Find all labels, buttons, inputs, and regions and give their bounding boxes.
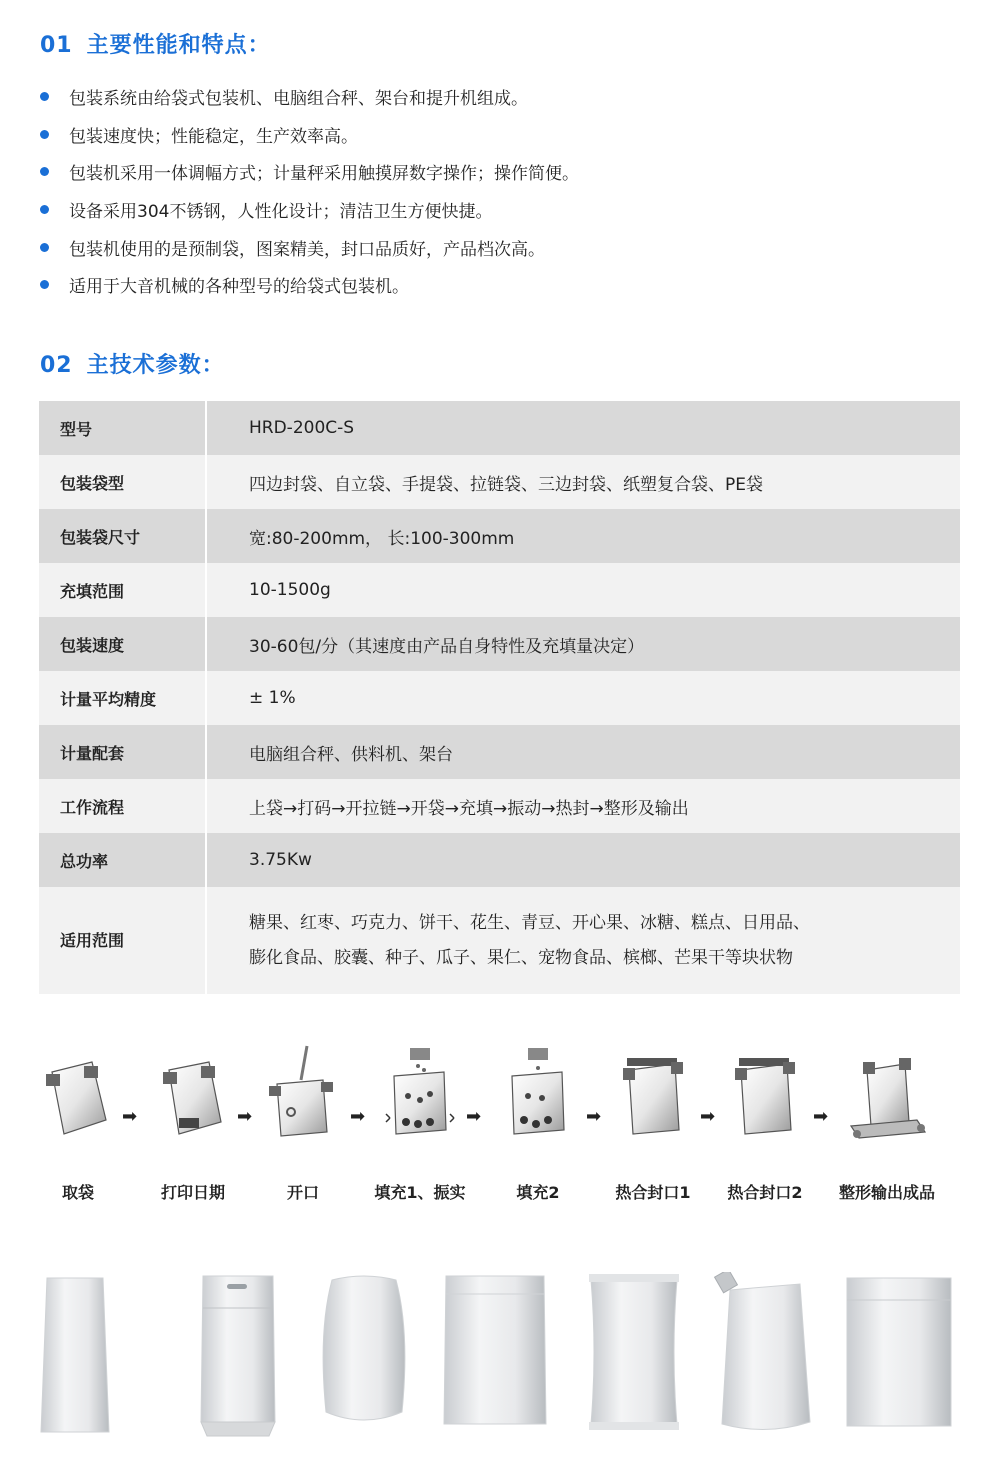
bullet-dot-icon	[40, 130, 49, 139]
process-step	[827, 1040, 947, 1203]
table-row	[39, 509, 960, 563]
spec-value: 电脑组合秤、供料机、架台	[206, 725, 960, 779]
list-item	[40, 228, 940, 266]
table-row	[39, 887, 960, 994]
bullet-dot-icon	[40, 167, 49, 176]
table-row	[39, 563, 960, 617]
process-flow	[0, 1040, 1000, 1215]
spec-key: 包装速度	[39, 617, 206, 671]
spec-key: 总功率	[39, 833, 206, 887]
print-date-icon	[153, 1040, 233, 1140]
section-title-features	[40, 28, 271, 59]
arrow-right-icon: ➡	[813, 1106, 829, 1127]
bag-samples	[0, 1272, 1000, 1442]
spec-key: 包装袋型	[39, 455, 206, 509]
table-row	[39, 671, 960, 725]
bullet-dot-icon	[40, 280, 49, 289]
pillow-bag-image	[585, 1272, 683, 1434]
table-row	[39, 617, 960, 671]
feature-text: 包装系统由给袋式包装机、电脑组合秤、架台和提升机组成。	[69, 89, 528, 110]
table-row	[39, 725, 960, 779]
feature-text: 包装机采用一体调幅方式；计量秤采用触摸屏数字操作；操作简便。	[69, 164, 579, 185]
process-step	[133, 1040, 253, 1203]
spec-value: 3.75Kw	[206, 833, 960, 887]
spec-value-line: 膨化食品、胶囊、种子、瓜子、果仁、宠物食品、槟榔、芒果干等块状物	[249, 947, 793, 968]
three-side-seal-bag-image	[843, 1272, 955, 1432]
process-step-label: 热合封口1	[615, 1183, 691, 1202]
arrow-right-icon: ➡	[700, 1106, 716, 1127]
process-step-label: 填充1、振实	[374, 1183, 466, 1202]
section-heading: 主要性能和特点：	[86, 33, 271, 58]
arrow-right-icon: ➡	[350, 1106, 366, 1127]
spec-value: 10-1500g	[206, 563, 960, 617]
spec-key: 计量配套	[39, 725, 206, 779]
section-number: 01	[40, 33, 73, 58]
spec-value: ± 1%	[206, 671, 960, 725]
spec-key: 型号	[39, 401, 206, 455]
arrow-right-icon: ➡	[466, 1106, 482, 1127]
pick-bag-icon	[38, 1040, 118, 1140]
process-step	[360, 1040, 480, 1203]
heat-seal-icon	[613, 1040, 693, 1140]
table-row	[39, 833, 960, 887]
arrow-right-icon: ➡	[237, 1106, 253, 1127]
process-step-label: 取袋	[61, 1183, 94, 1202]
open-bag-icon	[263, 1040, 343, 1140]
stand-up-bag-image	[440, 1272, 550, 1430]
process-step-label: 整形输出成品	[838, 1183, 935, 1202]
feature-text: 设备采用304不锈钢，人性化设计；清洁卫生方便快捷。	[69, 202, 493, 223]
shape-output-icon	[847, 1040, 927, 1140]
feature-text: 包装机使用的是预制袋，图案精美，封口品质好，产品档次高。	[69, 239, 545, 260]
spec-value: 30-60包/分（其速度由产品自身特性及充填量决定）	[206, 617, 960, 671]
arrow-right-icon: ➡	[122, 1106, 138, 1127]
spec-table	[39, 401, 960, 994]
list-item	[40, 153, 940, 191]
arrow-right-icon: ➡	[586, 1106, 602, 1127]
list-item	[40, 191, 940, 229]
spec-value: 宽:80-200mm， 长:100-300mm	[206, 509, 960, 563]
pouch-bag-image	[318, 1272, 410, 1432]
table-row	[39, 779, 960, 833]
list-item	[40, 266, 940, 304]
bullet-dot-icon	[40, 243, 49, 252]
process-step-label: 热合封口2	[727, 1183, 803, 1202]
section-number: 02	[40, 353, 73, 378]
fill-second-icon	[498, 1040, 578, 1140]
spec-value: HRD-200C-S	[206, 401, 960, 455]
zipper-hanging-bag-image	[193, 1272, 283, 1442]
table-row	[39, 401, 960, 455]
process-step	[243, 1040, 366, 1203]
process-step-label: 开口	[286, 1183, 319, 1202]
list-item	[40, 116, 940, 154]
flat-bottom-bag-image	[35, 1272, 115, 1442]
bullet-dot-icon	[40, 205, 49, 214]
process-step	[705, 1040, 825, 1203]
spec-key: 适用范围	[39, 887, 206, 994]
spec-value-line: 糖果、红枣、巧克力、饼干、花生、青豆、开心果、冰糖、糕点、日用品、	[249, 912, 810, 933]
spec-value: 上袋→打码→开拉链→开袋→充填→振动→热封→整形及输出	[206, 779, 960, 833]
feature-text: 包装速度快；性能稳定，生产效率高。	[69, 126, 358, 147]
process-step-label: 填充2	[516, 1183, 560, 1202]
section-title-specs	[40, 348, 225, 379]
process-step	[18, 1040, 138, 1203]
feature-text: 适用于大音机械的各种型号的给袋式包装机。	[69, 277, 409, 298]
bullet-dot-icon	[40, 92, 49, 101]
spec-value: 四边封袋、自立袋、手提袋、拉链袋、三边封袋、纸塑复合袋、PE袋	[206, 455, 960, 509]
list-item	[40, 78, 940, 116]
process-step	[593, 1040, 716, 1203]
fill-vibrate-icon	[380, 1040, 460, 1140]
table-row	[39, 455, 960, 509]
spec-key: 充填范围	[39, 563, 206, 617]
process-step	[478, 1040, 598, 1203]
section-heading: 主技术参数：	[86, 353, 225, 378]
heat-seal-second-icon	[725, 1040, 805, 1140]
spec-key: 工作流程	[39, 779, 206, 833]
spec-value	[206, 887, 960, 994]
spec-key: 包装袋尺寸	[39, 509, 206, 563]
feature-list	[40, 78, 940, 304]
spec-key: 计量平均精度	[39, 671, 206, 725]
process-step-label: 打印日期	[160, 1183, 225, 1202]
spout-bag-image	[706, 1272, 816, 1440]
